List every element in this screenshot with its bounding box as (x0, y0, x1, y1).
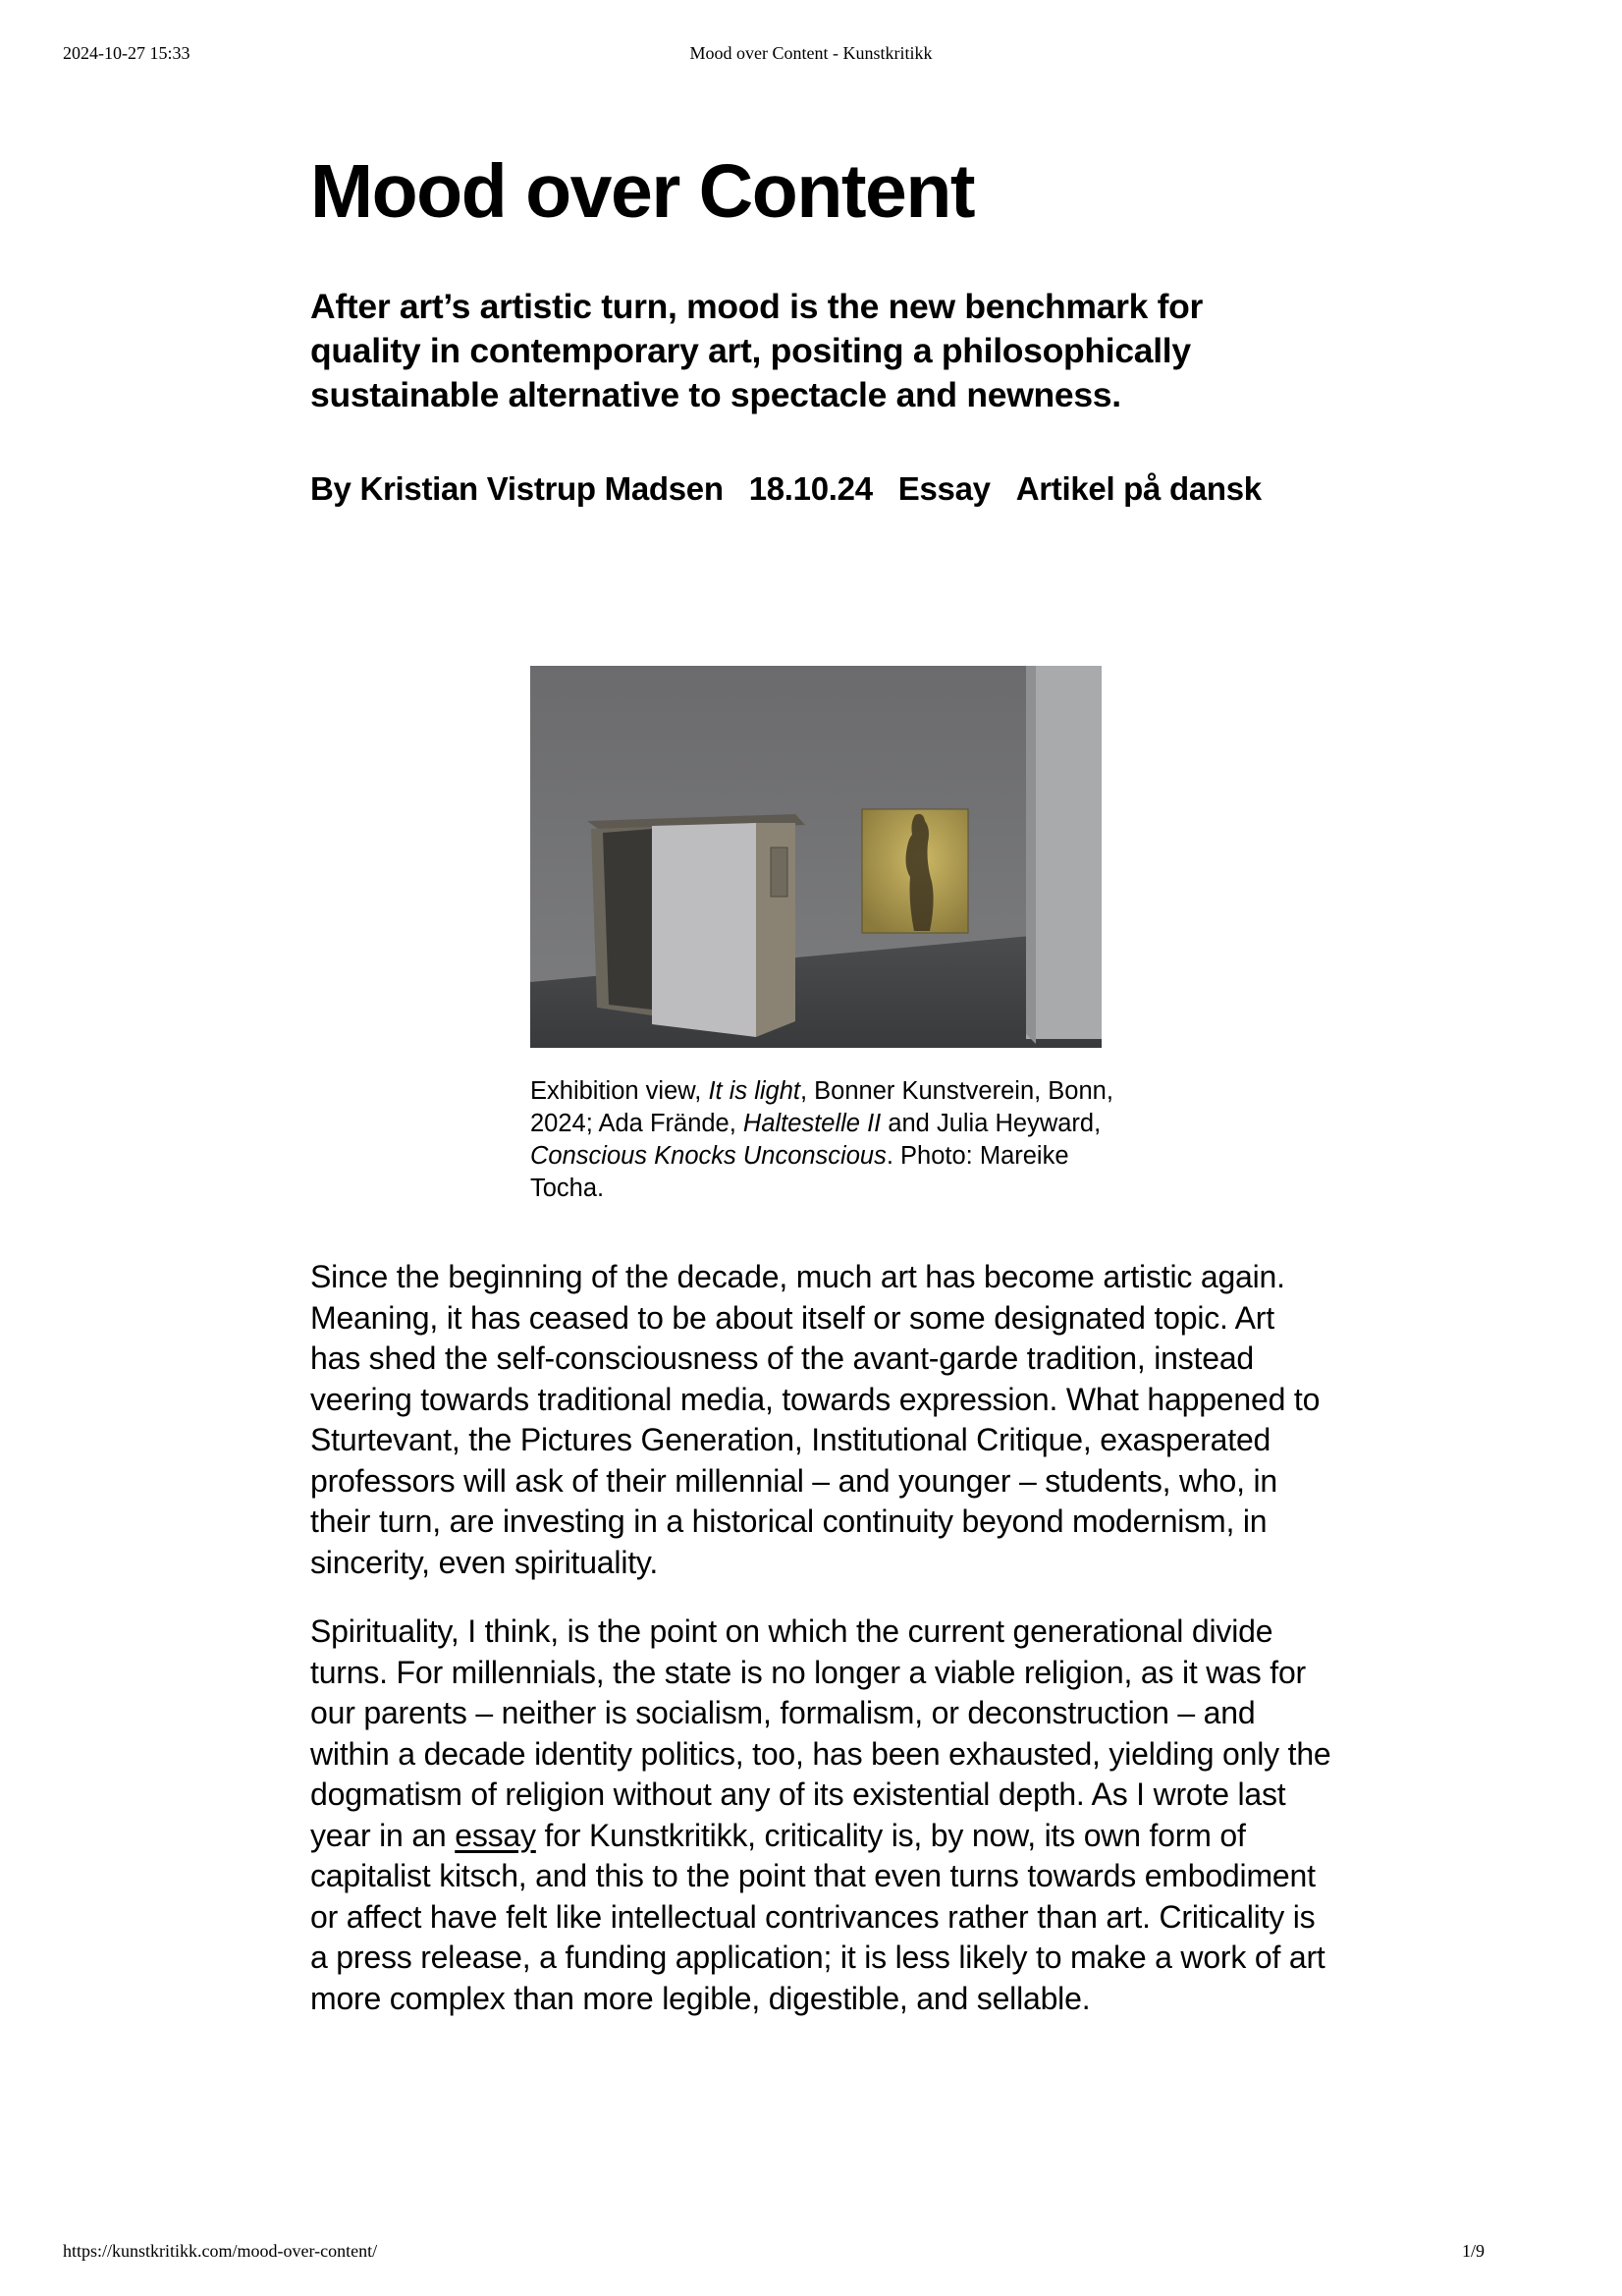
article-header (310, 147, 1331, 508)
paragraph-text: for Kunstkritikk, criticality is, by now, its own form of capitalist kitsch, and this to the point that even turns towards embodiment or affect have felt like intellectual contrivances rather than art. Criticality is a press release, a funding application; it is less likely to make a work of art more complex than more legible, digestible, and sellable. (310, 1817, 1325, 2016)
print-url: https://kunstkritikk.com/mood-over-content/ (63, 2241, 378, 2261)
article-body (310, 1257, 1331, 2048)
gallery-pillar (1026, 666, 1102, 1039)
print-page-number: 1/9 (1461, 2241, 1485, 2261)
caption-text: , Bonner Kunstverein, Bonn, 2024; Ada Frände, (530, 1077, 1113, 1137)
shelter-front-panel (652, 823, 756, 1037)
paragraph (310, 1612, 1331, 2019)
exhibition-photo (530, 666, 1102, 1048)
shelter-window (771, 847, 787, 897)
figure-caption (530, 1075, 1119, 1205)
print-datetime: 2024-10-27 15:33 (63, 43, 190, 63)
caption-work-title: Haltestelle II (742, 1110, 882, 1137)
article-title: Mood over Content (310, 149, 974, 234)
publish-date: 18.10.24 (748, 470, 873, 507)
shelter-interior (603, 829, 652, 1010)
pillar-shadow (1026, 666, 1036, 1044)
caption-text: Exhibition view, (530, 1077, 709, 1105)
article-figure (530, 666, 1113, 1205)
print-page-title: Mood over Content - Kunstkritikk (689, 43, 933, 63)
caption-exhibition-title: It is light (708, 1077, 800, 1105)
category-link[interactable]: Essay (897, 470, 991, 507)
paragraph-text: Spirituality, I think, is the point on which the current generational divide turns. For millennials, the state is no longer a viable religion, as it was for our parents – neither is socialism, formalism, or deconstruction – and within a decade identity politics, too, has been exhausted, yielding only the dogmatism of religion without any of its existential depth. As I wrote last year in an (310, 1613, 1331, 1853)
paragraph: Since the beginning of the decade, much art has become artistic again. Meaning, it has ceased to be about itself or some designated topic. Art has shed the self-consciousness of the avant-garde tradition, instead veering towards traditional media, towards expression. What happened to Sturtevant, the Pictures Generation, Institutional Critique, exasperated professors will ask of their millennial – and younger – students, who, in their turn, are investing in a historical continuity beyond modernism, in sincerity, even spirituality. (310, 1259, 1321, 1580)
caption-work-title: Conscious Knocks Unconscious (530, 1142, 887, 1170)
caption-text: . Photo: Mareike Tocha. (530, 1142, 1069, 1202)
article-standfirst: After art’s artistic turn, mood is the new benchmark for quality in contemporary art, positing a philosophically sustainable alternative to spectacle and newness. (310, 287, 1204, 414)
essay-link[interactable]: essay (455, 1817, 536, 1853)
author-link[interactable]: By Kristian Vistrup Madsen (310, 470, 724, 507)
byline (310, 470, 1331, 508)
danish-version-link[interactable]: Artikel på dansk (1015, 470, 1262, 507)
caption-text: and Julia Heyward, (881, 1110, 1102, 1137)
